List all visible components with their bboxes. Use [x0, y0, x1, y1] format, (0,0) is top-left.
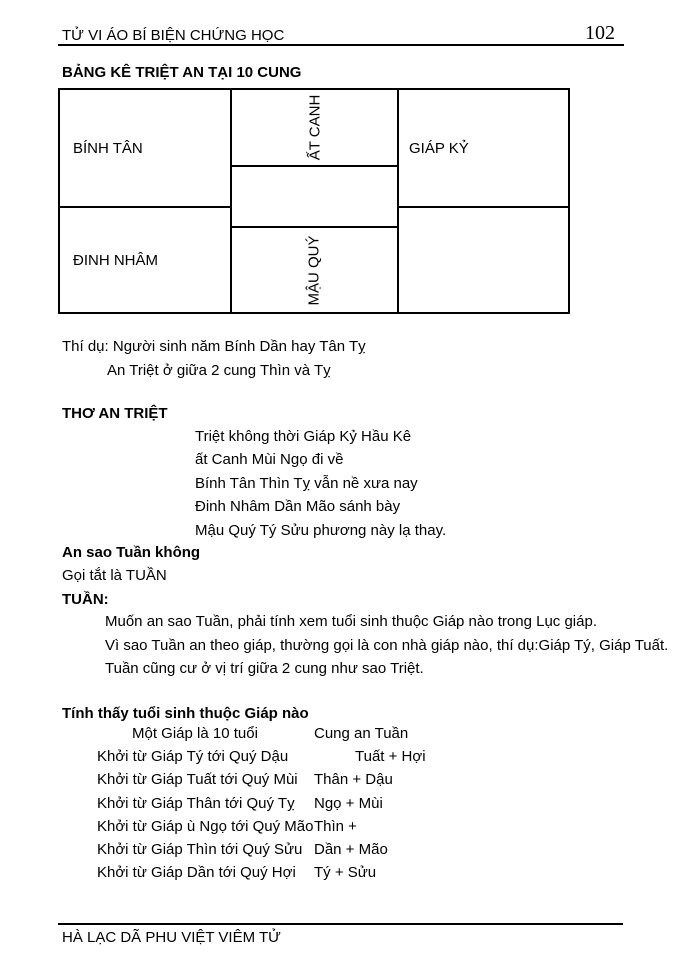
book-title: TỬ VI ÁO BÍ BIỆN CHỨNG HỌC: [62, 27, 285, 44]
giap-row: [97, 770, 426, 793]
diagram-column-right: [399, 90, 568, 312]
header-rule: [58, 44, 624, 46]
footer-text: HÀ LẠC DÃ PHU VIỆT VIÊM TỬ: [62, 929, 281, 946]
tuan-paragraph: Tuần cũng cư ở vị trí giữa 2 cung như sao Triệt.: [105, 660, 424, 678]
tuan-paragraphs: [105, 610, 668, 681]
giap-row: [97, 747, 426, 770]
cell-giap-ky-label: GIÁP KỶ: [409, 139, 469, 157]
example-line-1: Thí dụ: Người sinh năm Bính Dần hay Tân Tỵ: [62, 338, 366, 355]
cell-binh-tan: [60, 90, 230, 208]
cell-bottom-right-empty: [399, 208, 568, 312]
giap-row-right: Tý + Sửu: [314, 864, 377, 882]
section-title: BẢNG KÊ TRIỆT AN TẠI 10 CUNG: [62, 64, 302, 81]
giap-row-left: Một Giáp là 10 tuổi: [132, 725, 258, 742]
tuan-paragraph: Vì sao Tuần an theo giáp, thường gọi là con nhà giáp nào, thí dụ:Giáp Tý, Giáp Tuất.: [105, 636, 669, 654]
giap-row-right: Tuất + Hợi: [355, 748, 426, 766]
cell-giap-ky: [399, 90, 568, 208]
triet-diagram: [58, 88, 570, 314]
tuan-alias: Gọi tắt là TUẦN: [62, 567, 167, 584]
giap-row: [97, 840, 426, 863]
diagram-column-middle: [232, 90, 399, 312]
diagram-column-left: [60, 90, 232, 312]
cell-mau-quy-label: MẬU QUÝ: [305, 234, 323, 306]
giap-row-left: Khởi từ Giáp Thân tới Quý Tỵ: [97, 794, 295, 812]
poem-heading: THƠ AN TRIỆT: [62, 405, 168, 422]
cell-dinh-nham-label: ĐINH NHÂM: [73, 251, 158, 269]
giap-list-heading: Tính thấy tuổi sinh thuộc Giáp nào: [62, 705, 309, 722]
tuan-heading: An sao Tuần không: [62, 544, 201, 561]
cell-dinh-nham: [60, 208, 230, 312]
giap-row: [97, 794, 426, 817]
cell-binh-tan-label: BÍNH TÂN: [73, 139, 143, 157]
cell-mau-quy: [232, 228, 397, 312]
giap-row-left: Khởi từ Giáp Thìn tới Quý Sửu: [97, 840, 303, 858]
cell-at-canh-label: ẤT CANH: [305, 94, 323, 161]
giap-row-right: Dần + Mão: [314, 840, 388, 858]
poem-line: Đinh Nhâm Dần Mão sánh bày: [195, 498, 401, 516]
poem-line: ất Canh Mùi Ngọ đi về: [195, 451, 344, 469]
giap-row-left: Khởi từ Giáp Dần tới Quý Hợi: [97, 864, 296, 882]
cell-at-canh: [232, 90, 397, 167]
footer-rule: [58, 923, 623, 925]
tuan-paragraph: Muốn an sao Tuần, phải tính xem tuổi sinh thuộc Giáp nào trong Lục giáp.: [105, 613, 597, 630]
example-line-2: An Triệt ở giữa 2 cung Thìn và Tỵ: [107, 362, 331, 379]
tuan-label: TUẦN:: [62, 591, 109, 608]
poem-line: Triệt không thời Giáp Kỷ Hầu Kê: [195, 428, 412, 445]
poem-line: Bính Tân Thìn Tỵ vẫn nề xưa nay: [195, 474, 418, 492]
giap-row-right: Ngọ + Mùi: [314, 794, 383, 812]
giap-row-left: Khởi từ Giáp Tý tới Quý Dậu: [97, 748, 289, 766]
giap-row: [97, 724, 426, 747]
giap-row-right: Cung an Tuần: [314, 725, 409, 742]
giap-row-left: Khởi từ Giáp Tuất tới Quý Mùi: [97, 771, 298, 789]
page-number: 102: [585, 22, 615, 44]
giap-list: [97, 724, 426, 886]
giap-row-left: Khởi từ Giáp ù Ngọ tới Quý Mão: [97, 817, 314, 835]
cell-middle-gap: [232, 167, 397, 228]
giap-row: [97, 863, 426, 886]
giap-row-right: Thân + Dậu: [314, 771, 393, 789]
giap-row-right: Thìn +: [314, 817, 357, 835]
poem-line: Mậu Quý Tý Sửu phương này lạ thay.: [195, 521, 447, 539]
giap-row: [97, 817, 426, 840]
poem-lines: [195, 425, 446, 542]
